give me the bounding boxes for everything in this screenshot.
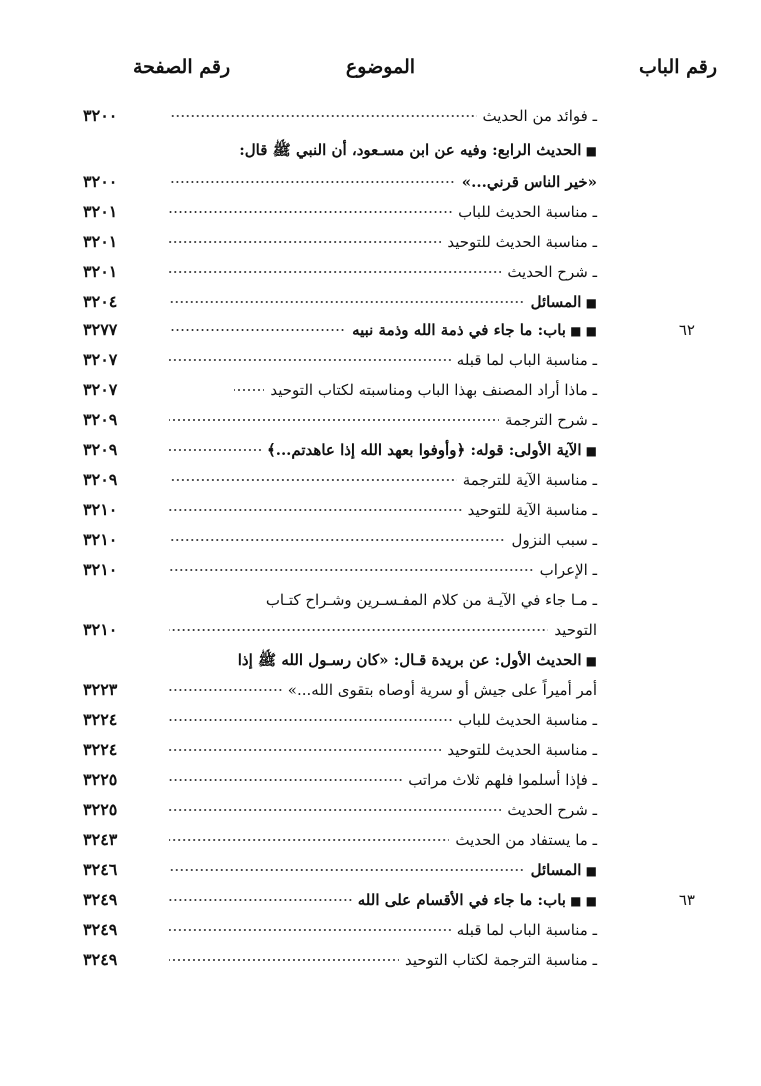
- entry-title: ■ ■ باب: ما جاء في ذمة الله وذمة نبيه: [352, 315, 597, 346]
- toc-entry: [83, 227, 597, 257]
- dot-leader: [169, 891, 352, 909]
- toc-entry: [83, 765, 597, 795]
- dot-leader: [169, 441, 261, 459]
- dot-leader: [169, 621, 548, 639]
- toc-chapter: [83, 315, 695, 345]
- entry-title: ـ ما يستفاد من الحديث: [455, 825, 597, 855]
- toc-entry: [83, 345, 597, 375]
- entry-page: ٣٢٢٤: [83, 740, 118, 759]
- entry-title: ■ المسائل: [531, 855, 597, 886]
- dot-leader: [169, 203, 452, 221]
- dot-leader: [169, 411, 499, 429]
- toc-entry: [83, 435, 597, 465]
- entry-page: ٣٢١٠: [83, 620, 118, 639]
- entry-title: ـ مناسبة الباب لما قبله: [457, 345, 597, 375]
- dot-leader: [169, 741, 441, 759]
- toc-entry: [83, 257, 597, 287]
- chapter-number: ٦٣: [678, 891, 695, 909]
- entry-title: ـ مناسبة الباب لما قبله: [457, 915, 597, 945]
- entry-page: ٣٢٠١: [83, 262, 118, 281]
- entry-page: ٣٢٤٩: [83, 950, 118, 969]
- toc-entry: [83, 795, 597, 825]
- entry-title: ـ مناسبة الحديث للتوحيد: [447, 227, 597, 257]
- dot-leader: [169, 531, 506, 549]
- dot-leader: [169, 107, 477, 125]
- dot-leader: [169, 921, 451, 939]
- dot-leader: [169, 501, 462, 519]
- entry-page: ٣٢١٠: [83, 560, 118, 579]
- dot-leader: [169, 831, 449, 849]
- entry-page: ٣٢٧٧: [83, 320, 118, 339]
- entry-title: ■ الحديث الرابع: وفيه عن ابن مسـعود، أن النبي ﷺ قال:: [239, 135, 597, 166]
- toc-entry: [83, 405, 597, 435]
- entry-page: ٣٢٤٣: [83, 830, 118, 849]
- entry-title: ■ الحديث الأول: عن بريدة قـال: «كان رسـول الله ﷺ إذا: [238, 645, 597, 676]
- entry-page: ٣٢٤٩: [83, 920, 118, 939]
- entry-title: التوحيد: [554, 621, 597, 639]
- header-page-number: رقم الصفحة: [133, 56, 231, 78]
- dot-leader: [234, 381, 264, 399]
- entry-page: ٣٢٠٠: [83, 172, 118, 191]
- toc-entry-continued: [83, 675, 597, 705]
- entry-page: ٣٢٠٩: [83, 440, 118, 459]
- toc-entry: [163, 645, 597, 675]
- entry-title: ـ الإعراب: [540, 555, 597, 585]
- toc-entry: [83, 855, 597, 885]
- dot-leader: [169, 351, 451, 369]
- entry-title: ■ الآية الأولى: قوله: ﴿وأوفوا بعهد الله إذا عاهدتم...﴾: [267, 435, 597, 466]
- entry-title: ـ شرح الحديث: [507, 795, 597, 825]
- toc-entry: [83, 705, 597, 735]
- dot-leader: [169, 173, 456, 191]
- dot-leader: [169, 771, 402, 789]
- entry-title: ■ ■ باب: ما جاء في الأقسام على الله: [358, 885, 597, 916]
- toc-entry: [83, 197, 597, 227]
- dot-leader: [169, 951, 399, 969]
- entry-page: ٣٢٢٥: [83, 800, 118, 819]
- dot-leader: [169, 471, 457, 489]
- entry-page: ٣٢٢٥: [83, 770, 118, 789]
- chapter-number: ٦٢: [678, 321, 695, 339]
- entry-page: ٣٢٠١: [83, 202, 118, 221]
- entry-title: ـ مـا جاء في الآيـة من كلام المفـسـرين وشـراح كتـاب: [266, 585, 597, 615]
- entry-page: ٣٢١٠: [83, 500, 118, 519]
- entry-page: ٣٢٤٩: [83, 890, 118, 909]
- toc-entry: [83, 915, 597, 945]
- header-bab-number: رقم الباب: [639, 56, 717, 78]
- dot-leader: [169, 233, 441, 251]
- toc-list: [83, 101, 695, 1081]
- entry-page: ٣٢٠٧: [83, 350, 118, 369]
- entry-page: ٣٢٢٤: [83, 710, 118, 729]
- dot-leader: [169, 681, 282, 699]
- toc-entry: [83, 825, 597, 855]
- entry-page: ٣٢٤٦: [83, 860, 118, 879]
- entry-title: ـ مناسبة الآية للتوحيد: [468, 495, 597, 525]
- toc-entry: [83, 101, 597, 131]
- entry-title: ـ سبب النزول: [512, 525, 597, 555]
- entry-title: ■ المسائل: [531, 287, 597, 318]
- toc-entry: [83, 525, 597, 555]
- entry-title: «خير الناس قرني...»: [461, 173, 597, 191]
- toc-entry: [83, 287, 597, 317]
- entry-title: ـ مناسبة الآية للترجمة: [463, 465, 597, 495]
- toc-entry: [83, 375, 597, 405]
- dot-leader: [169, 801, 501, 819]
- entry-page: ٣٢١٠: [83, 530, 118, 549]
- toc-chapter: [83, 885, 695, 915]
- dot-leader: [169, 861, 525, 879]
- entry-title: ـ فإذا أسلموا فلهم ثلاث مراتب: [408, 765, 597, 795]
- entry-title: ـ مناسبة الحديث للباب: [458, 197, 597, 227]
- entry-title: ـ شرح الحديث: [507, 257, 597, 287]
- toc-entry-continued: [83, 615, 597, 645]
- entry-title: ـ مناسبة الحديث للباب: [458, 705, 597, 735]
- entry-page: ٣٢٠٤: [83, 292, 118, 311]
- dot-leader: [169, 321, 346, 339]
- toc-entry: [83, 167, 597, 197]
- toc-entry: [163, 135, 597, 165]
- entry-title: ـ شرح الترجمة: [505, 405, 597, 435]
- header-topic: الموضوع: [345, 56, 416, 78]
- entry-title: ـ ماذا أراد المصنف بهذا الباب ومناسبته لكتاب التوحيد: [270, 375, 597, 405]
- toc-entry: [83, 945, 597, 975]
- entry-page: ٣٢٠٧: [83, 380, 118, 399]
- entry-page: ٣٢٠٩: [83, 410, 118, 429]
- entry-title: أمر أميراً على جيش أو سرية أوصاه بتقوى الله...»: [287, 681, 597, 699]
- dot-leader: [169, 293, 525, 311]
- toc-entry: [83, 495, 597, 525]
- entry-page: ٣٢٠٩: [83, 470, 118, 489]
- entry-page: ٣٢٠٠: [83, 106, 118, 125]
- toc-entry: [83, 555, 597, 585]
- entry-page: ٣٢٠١: [83, 232, 118, 251]
- entry-title: ـ مناسبة الحديث للتوحيد: [447, 735, 597, 765]
- entry-page: ٣٢٢٣: [83, 680, 118, 699]
- toc-entry: [163, 585, 597, 615]
- dot-leader: [169, 561, 534, 579]
- dot-leader: [169, 711, 452, 729]
- toc-entry: [83, 735, 597, 765]
- toc-entry: [83, 465, 597, 495]
- entry-title: ـ فوائد من الحديث: [483, 101, 598, 131]
- dot-leader: [169, 263, 501, 281]
- entry-title: ـ مناسبة الترجمة لكتاب التوحيد: [405, 945, 597, 975]
